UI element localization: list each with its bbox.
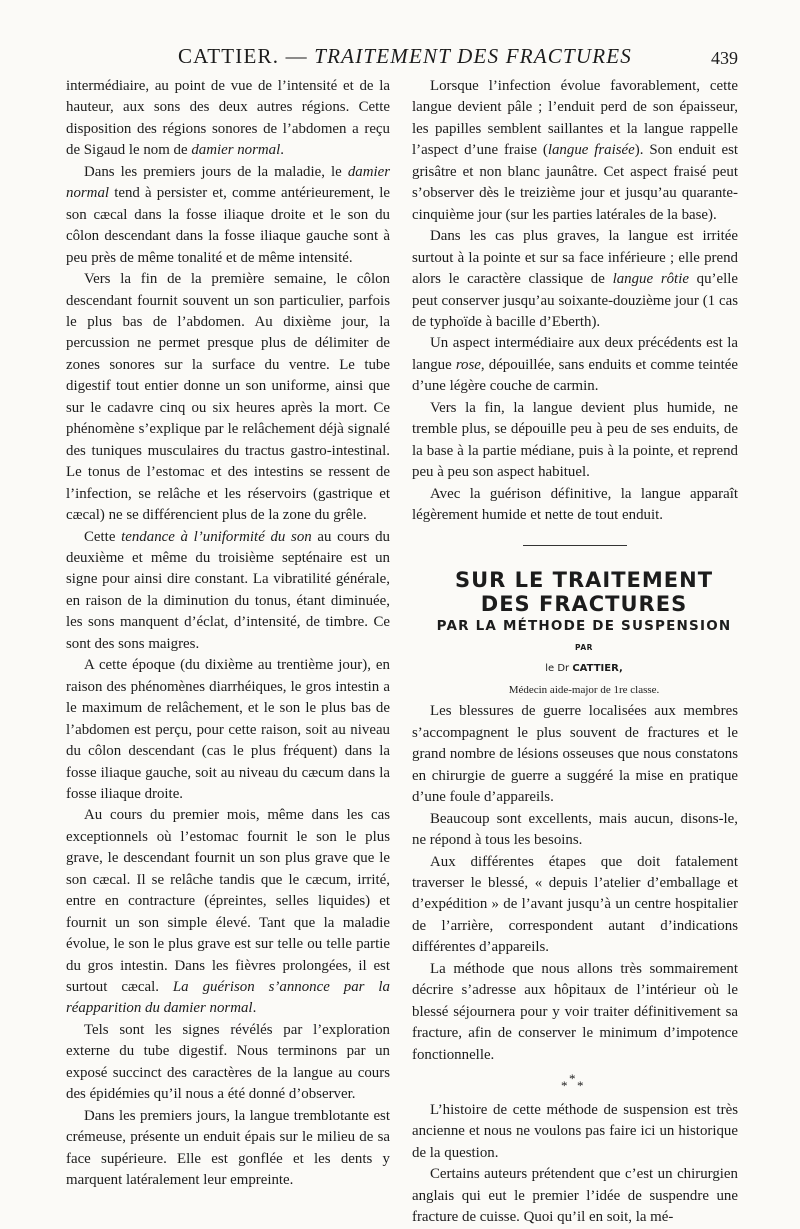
paragraph: [66, 1020, 390, 1106]
text-run: intermédiaire, au point de vue de l’intensité et de la hauteur, aux sons des deux autres régions. Cette disposition des régions sonores de l’abdomen a reçu de Sigaud le nom de: [66, 78, 390, 159]
article-heading: [412, 568, 738, 702]
text-run: Lorsque l’infection évolue favorablement, cette langue devient pâle ; l’enduit perd de son épaisseur, les papilles semblent saillantes et la langue rappelle l’aspect d’une fraise (: [412, 78, 738, 159]
text-run: tend à persister et, comme antérieurement, le son cæcal dans la fosse iliaque droite et le son du côlon descendant dans la fosse iliaque gauche sont à peu près de même tonalité et de même intensité.: [66, 185, 390, 266]
article-title-line2: DES FRACTURES: [480, 591, 688, 616]
text-run: qu’elle peut conserver jusqu’au soixante-douzième jour (1 cas de typhoïde à bacille d’Eberth).: [412, 271, 738, 330]
text-run: Dans les premiers jours, la langue tremblotante est crémeuse, présente un enduit épais sur le milieu de sa face supérieure. Elle est gonflée et les dents y marquent latéralement leur empreinte.: [66, 1107, 390, 1189]
header-author: CATTIER.: [177, 44, 280, 68]
paragraph: [412, 1164, 738, 1228]
article-title-line1: SUR LE TRAITEMENT: [454, 567, 714, 592]
paragraph: [412, 76, 738, 226]
text-run: Vers la fin de la première semaine, le côlon descendant fournit souvent un son particulier, parfois le plus bas de l’abdomen. Au dixième jour, la percussion ne permet presque plus de délimiter de zones sonores sur la surface du ventre. Le tube digestif tout entier donne un son uniforme, ainsi que sur le cadavre cinq ou six heures après la mort. Ce phénomène s’explique par le relâchement déjà signalé des tuniques musculaires du tractus gastro-intestinal. Le tonus de l’estomac et des intestins se ressent de l’infection, se relâche et les réservoirs (gastrique et cæcal) ne se différencient plus de la zone du grêle.: [66, 271, 390, 524]
header-running-title: TRAITEMENT DES FRACTURES: [314, 44, 633, 68]
running-title: [66, 44, 744, 69]
text-run: .: [252, 1000, 257, 1017]
text-run: Avec la guérison définitive, la langue apparaît légèrement humide et nette de tout enduit.: [412, 485, 738, 524]
asterism-star-right: *: [577, 1078, 584, 1094]
paragraph: [66, 805, 390, 1020]
paragraph: [412, 852, 738, 959]
article-by: PAR: [575, 642, 593, 652]
italic-run: tendance à l’uniformité du son: [121, 528, 312, 545]
author-prefix: le Dr: [545, 663, 573, 675]
paragraph: [412, 484, 738, 527]
asterism-star-top: *: [569, 1071, 576, 1087]
text-run: Dans les premiers jours de la maladie, le: [84, 163, 348, 180]
header-separator: —: [279, 44, 315, 68]
asterism-star-left: *: [561, 1078, 568, 1094]
text-run: A cette époque (du dixième au trentième jour), en raison des phénomènes diarrhéiques, le gros intestin a le maximum de relâchement, et le son le plus bas de l’abdomen est perçu, pour cette raison, soit au niveau du côlon descendant (cas le plus fréquent) dans la fosse iliaque gauche, soit au niveau du cæcum dans la fosse iliaque droite.: [66, 657, 390, 802]
text-run: Beaucoup sont excellents, mais aucun, disons-le, ne répond à tous les besoins.: [412, 810, 738, 849]
italic-run: La guérison s’annonce par la réapparition du damier normal: [66, 979, 390, 1017]
text-run: Dans les cas plus graves, la langue est irritée surtout à la pointe et sur sa face inférieure ; elle prend alors le caractère classique de: [412, 228, 738, 288]
text-run: ). Son enduit est grisâtre et non blanc jaunâtre. Cet aspect fraisé peut s’observer dès le treizième jour et jusqu’au quarante-cinquième jour (sur les parties latérales de la base).: [412, 142, 738, 223]
paragraph: [412, 333, 738, 397]
author-name: CATTIER,: [572, 663, 623, 675]
italic-run: rose: [455, 356, 481, 373]
paragraph: [66, 655, 390, 805]
paragraph: [66, 1106, 390, 1192]
paragraph: [412, 809, 738, 852]
left-column: [66, 76, 390, 1192]
paragraph: [412, 701, 738, 808]
paragraph: [66, 269, 390, 526]
text-run: , dépouillée, sans enduits et comme teintée d’une légère couche de carmin.: [412, 356, 738, 395]
text-run: Cette: [84, 528, 122, 545]
article-body-part1: [412, 701, 738, 1066]
text-run: au cours du deuxième et même du troisième septénaire est un signe pour ainsi dire constant. La vibratilité générale, en raison de la diminution du tonus, étant diminuée, les sons manquent d’éclat, d’intensité, de timbre. Ce sont des sons maigres.: [66, 528, 390, 652]
asterism-section-break: [412, 1072, 738, 1094]
running-header: [66, 40, 744, 72]
text-run: Au cours du premier mois, même dans les cas exceptionnels où l’estomac fournit le son le plus grave, le descendant fournit un son plus grave que le son cæcal. Il se relâche tandis que le cæcum, irrité, entre en contracture (épreintes, selles liquides) et fournit un son simple élevé. Tant que la maladie évolue, le son le plus grave est sur telle ou telle partie du gros intestin. Dans les fièvres prolongées, il est surtout cæcal.: [66, 807, 390, 996]
paragraph: [66, 76, 390, 162]
text-run: .: [280, 142, 284, 159]
right-column-top: [412, 76, 738, 527]
paragraph: [412, 226, 738, 333]
section-divider: [523, 545, 627, 546]
article-subtitle: PAR LA MÉTHODE DE SUSPENSION: [436, 617, 732, 634]
text-run: La méthode que nous allons très sommairement décrire s’adresse aux hôpitaux de l’intérieur où le blessé séjournera pour y voir traiter définitivement sa fracture, afin de conserver le minimum d’impotence fonctionnelle.: [412, 960, 738, 1063]
italic-run: damier normal: [66, 163, 390, 202]
right-column: [412, 76, 738, 1229]
text-run: Certains auteurs prétendent que c’est un chirurgien anglais qui eut le premier l’idée de suspendre une fracture de cuisse. Quoi qu’il en soit, la mé-: [412, 1166, 738, 1226]
text-run: L’histoire de cette méthode de suspension est très ancienne et nous ne voulons pas faire ici un historique de la question.: [412, 1102, 738, 1161]
text-run: Aux différentes étapes que doit fatalement traverser le blessé, « depuis l’atelier d’emballage et d’expédition » de l’avant jusqu’à un centre hospitalier de l’arrière, correspondent autant d’indications différentes d’appareils.: [412, 853, 738, 956]
text-run: Un aspect intermédiaire aux deux précédents est la langue: [412, 335, 738, 373]
italic-run: langue fraisée: [547, 142, 635, 159]
paragraph: [66, 162, 390, 269]
author-role: Médecin aide-major de 1re classe.: [508, 683, 660, 696]
italic-run: langue rôtie: [612, 271, 689, 288]
italic-run: damier normal: [191, 142, 281, 159]
paragraph: [66, 527, 390, 656]
text-run: Les blessures de guerre localisées aux membres s’accompagnent le plus souvent de fractures et le grand nombre de lésions osseuses que nous constatons en chirurgie de guerre a suggéré la mise en pratique d’une foule d’appareils.: [412, 703, 738, 806]
article-body-part2: [412, 1100, 738, 1229]
text-run: Vers la fin, la langue devient plus humide, ne tremble plus, se dépouille peu à peu de ses enduits, de la base à la partie médiane, puis à la pointe, et reprend peu à peu son aspect habituel.: [412, 399, 738, 481]
paragraph: [412, 959, 738, 1066]
page-number: 439: [711, 48, 738, 68]
paragraph: [412, 1100, 738, 1164]
text-run: Tels sont les signes révélés par l’exploration externe du tube digestif. Nous terminons par un exposé succinct des caractères de la langue au cours des épidémies qu’il nous a été donné d’observer.: [66, 1021, 390, 1103]
paragraph: [412, 398, 738, 484]
article-author: [412, 658, 738, 679]
